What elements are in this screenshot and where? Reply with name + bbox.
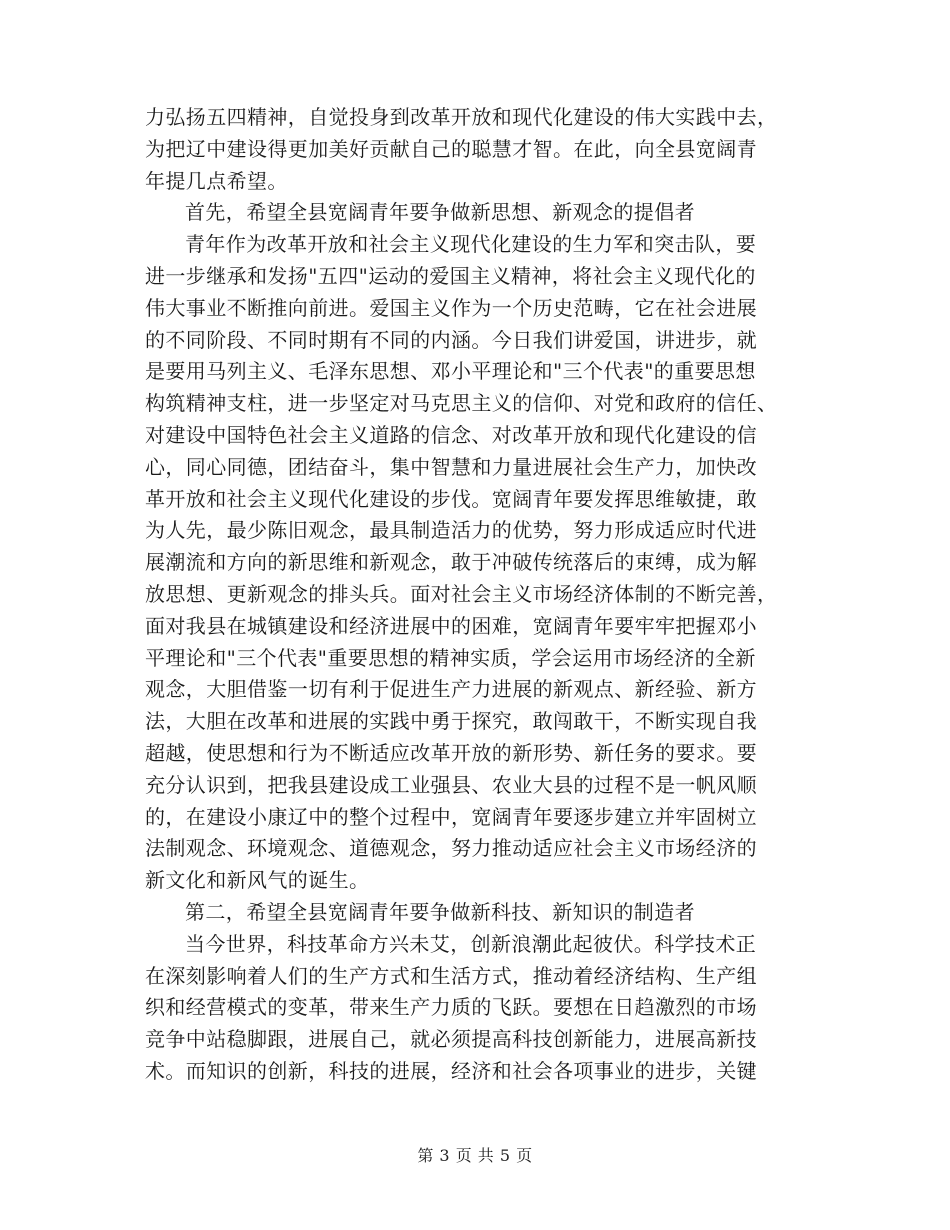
text-line: 是要用马列主义、毛泽东思想、邓小平理论和"三个代表"的重要思想	[145, 359, 756, 384]
text-line: 术。而知识的创新，科技的进展，经济和社会各项事业的进步，关键	[145, 1058, 757, 1083]
section-heading: 第二，希望全县宽阔青年要争做新科技、新知识的制造者	[185, 899, 695, 924]
text-line: 青年作为改革开放和社会主义现代化建设的生力军和突击队，要	[185, 232, 757, 257]
text-line: 对建设中国特色社会主义道路的信念、对改革开放和现代化建设的信	[145, 422, 757, 447]
text-line: 革开放和社会主义现代化建设的步伐。宽阔青年要发挥思维敏捷，敢	[145, 486, 757, 511]
text-line: 织和经营模式的变革，带来生产力质的飞跃。要想在日趋激烈的市场	[145, 995, 757, 1020]
text-line: 新文化和新风气的诞生。	[145, 868, 370, 893]
text-line: 观念，大胆借鉴一切有利于促进生产力进展的新观点、新经验、新方	[145, 677, 757, 702]
text-line: 的不同阶段、不同时期有不同的内涵。今日我们讲爱国，讲进步，就	[145, 327, 757, 352]
text-line: 充分认识到，把我县建设成工业强县、农业大县的过程不是一帆风顺	[145, 772, 757, 797]
section-heading: 首先，希望全县宽阔青年要争做新思想、新观念的提倡者	[185, 200, 695, 225]
text-line: 的，在建设小康辽中的整个过程中，宽阔青年要逐步建立并牢固树立	[145, 804, 757, 829]
text-line: 放思想、更新观念的排头兵。面对社会主义市场经济体制的不断完善，	[145, 581, 778, 606]
text-line: 法制观念、环境观念、道德观念，努力推动适应社会主义市场经济的	[145, 836, 757, 861]
text-line: 为人先，最少陈旧观念，最具制造活力的优势，努力形成适应时代进	[145, 518, 757, 543]
page-number-footer: 第 3 页 共 5 页	[417, 1146, 533, 1165]
text-line: 平理论和"三个代表"重要思想的精神实质，学会运用市场经济的全新	[145, 645, 756, 670]
text-line: 心，同心同德，团结奋斗，集中智慧和力量进展社会生产力，加快改	[145, 454, 757, 479]
text-line: 年提几点希望。	[145, 168, 288, 193]
text-line: 超越，使思想和行为不断适应改革开放的新形势、新任务的要求。要	[145, 740, 757, 765]
text-line: 构筑精神支柱，进一步坚定对马克思主义的信仰、对党和政府的信任、	[145, 391, 778, 416]
text-line: 面对我县在城镇建设和经济进展中的困难，宽阔青年要牢牢把握邓小	[145, 613, 757, 638]
text-line: 竞争中站稳脚跟，进展自己，就必须提高科技创新能力，进展高新技	[145, 1027, 757, 1052]
text-line: 进一步继承和发扬"五四"运动的爱国主义精神，将社会主义现代化的	[145, 263, 756, 288]
text-line: 法，大胆在改革和进展的实践中勇于探究，敢闯敢干，不断实现自我	[145, 709, 757, 734]
body-text	[145, 102, 800, 1088]
text-line: 为把辽中建设得更加美好贡献自己的聪慧才智。在此，向全县宽阔青	[145, 136, 757, 161]
text-line: 力弘扬五四精神，自觉投身到改革开放和现代化建设的伟大实践中去，	[145, 105, 778, 129]
text-line: 当今世界，科技革命方兴未艾，创新浪潮此起彼伏。科学技术正	[185, 931, 757, 956]
text-line: 展潮流和方向的新思维和新观念，敢于冲破传统落后的束缚，成为解	[145, 550, 757, 575]
text-line: 在深刻影响着人们的生产方式和生活方式，推动着经济结构、生产组	[145, 963, 757, 988]
text-line: 伟大事业不断推向前进。爱国主义作为一个历史范畴，它在社会进展	[145, 295, 757, 320]
